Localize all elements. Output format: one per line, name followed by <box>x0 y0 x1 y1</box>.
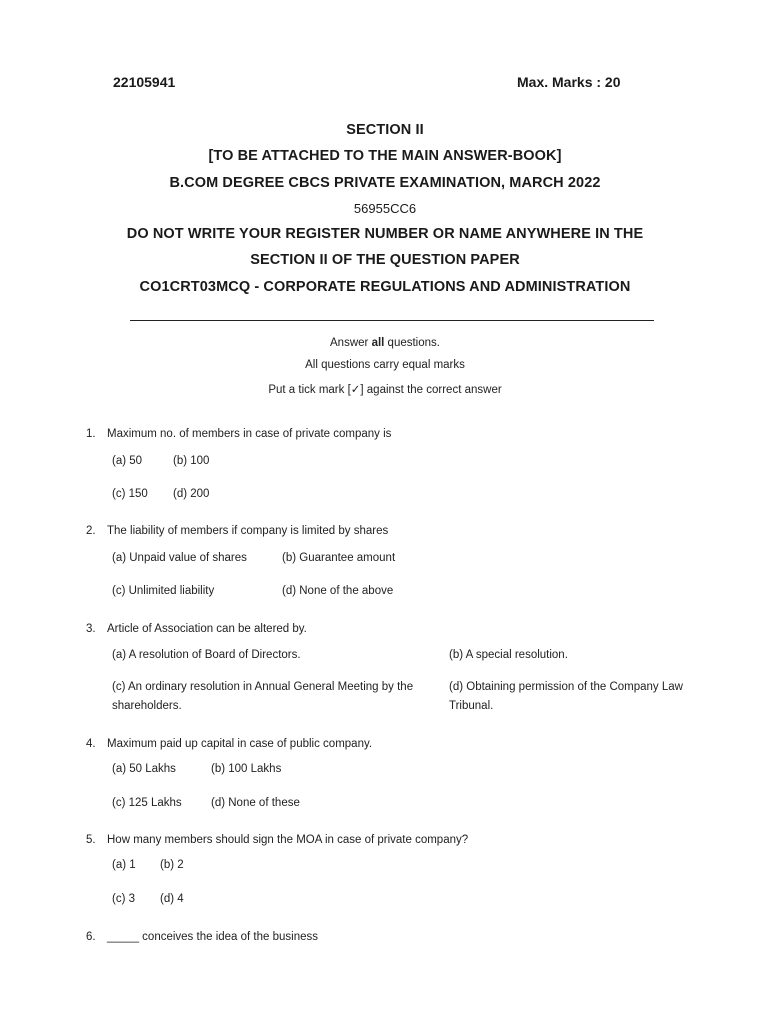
warning-line-1: DO NOT WRITE YOUR REGISTER NUMBER OR NAME ANYWHERE IN THE <box>126 226 644 242</box>
option-d[interactable]: (d) None of the above <box>282 585 394 597</box>
question-number: 1. <box>86 428 96 440</box>
question-number: 5. <box>86 834 96 846</box>
question-text: The liability of members if company is limited by shares <box>107 525 389 537</box>
instruction-answer-all: Answer all questions. <box>330 337 440 349</box>
register-code: 22105941 <box>113 74 176 90</box>
instruction-equal-marks: All questions carry equal marks <box>305 359 465 371</box>
question-text: Article of Association can be altered by. <box>107 623 307 635</box>
option-d[interactable]: (d) Obtaining permission of the Company Law Tribunal. <box>449 681 683 712</box>
question-text: Maximum paid up capital in case of public company. <box>107 738 373 750</box>
question-text: How many members should sign the MOA in case of private company? <box>107 834 469 846</box>
option-a[interactable]: (a) Unpaid value of shares <box>112 552 247 564</box>
option-c[interactable]: (c) 125 Lakhs <box>112 797 182 809</box>
question-text: Maximum no. of members in case of private company is <box>107 428 392 440</box>
option-c[interactable]: (c) 3 <box>112 893 135 905</box>
question-text: _____ conceives the idea of the business <box>107 931 318 943</box>
option-d[interactable]: (d) 200 <box>173 488 210 500</box>
paper-code: 56955CC6 <box>353 201 417 216</box>
header-divider <box>130 320 654 321</box>
option-a[interactable]: (a) A resolution of Board of Directors. <box>112 649 301 661</box>
section-title: SECTION II <box>346 122 424 138</box>
option-d[interactable]: (d) None of these <box>211 797 300 809</box>
question-number: 6. <box>86 931 96 943</box>
option-b[interactable]: (b) A special resolution. <box>449 649 568 661</box>
exam-title: B.COM DEGREE CBCS PRIVATE EXAMINATION, MARCH 2022 <box>169 175 601 191</box>
question-number: 3. <box>86 623 96 635</box>
option-d[interactable]: (d) 4 <box>160 893 184 905</box>
option-c[interactable]: (c) An ordinary resolution in Annual General Meeting by the shareholders. <box>112 681 414 712</box>
warning-line-2: SECTION II OF THE QUESTION PAPER <box>250 252 520 268</box>
option-c[interactable]: (c) 150 <box>112 488 148 500</box>
option-a[interactable]: (a) 50 <box>112 455 143 467</box>
option-a[interactable]: (a) 50 Lakhs <box>112 763 176 775</box>
course-title: CO1CRT03MCQ - CORPORATE REGULATIONS AND ADMINISTRATION <box>139 279 631 295</box>
attach-note: [TO BE ATTACHED TO THE MAIN ANSWER-BOOK] <box>208 148 562 164</box>
question-number: 4. <box>86 738 96 750</box>
option-b[interactable]: (b) 100 Lakhs <box>211 763 282 775</box>
option-b[interactable]: (b) 100 <box>173 455 210 467</box>
option-a[interactable]: (a) 1 <box>112 859 136 871</box>
option-b[interactable]: (b) 2 <box>160 859 184 871</box>
instruction-tick-mark: Put a tick mark [✓] against the correct answer <box>268 384 502 396</box>
question-number: 2. <box>86 525 96 537</box>
option-c[interactable]: (c) Unlimited liability <box>112 585 215 597</box>
max-marks: Max. Marks : 20 <box>517 74 621 90</box>
option-b[interactable]: (b) Guarantee amount <box>282 552 396 564</box>
